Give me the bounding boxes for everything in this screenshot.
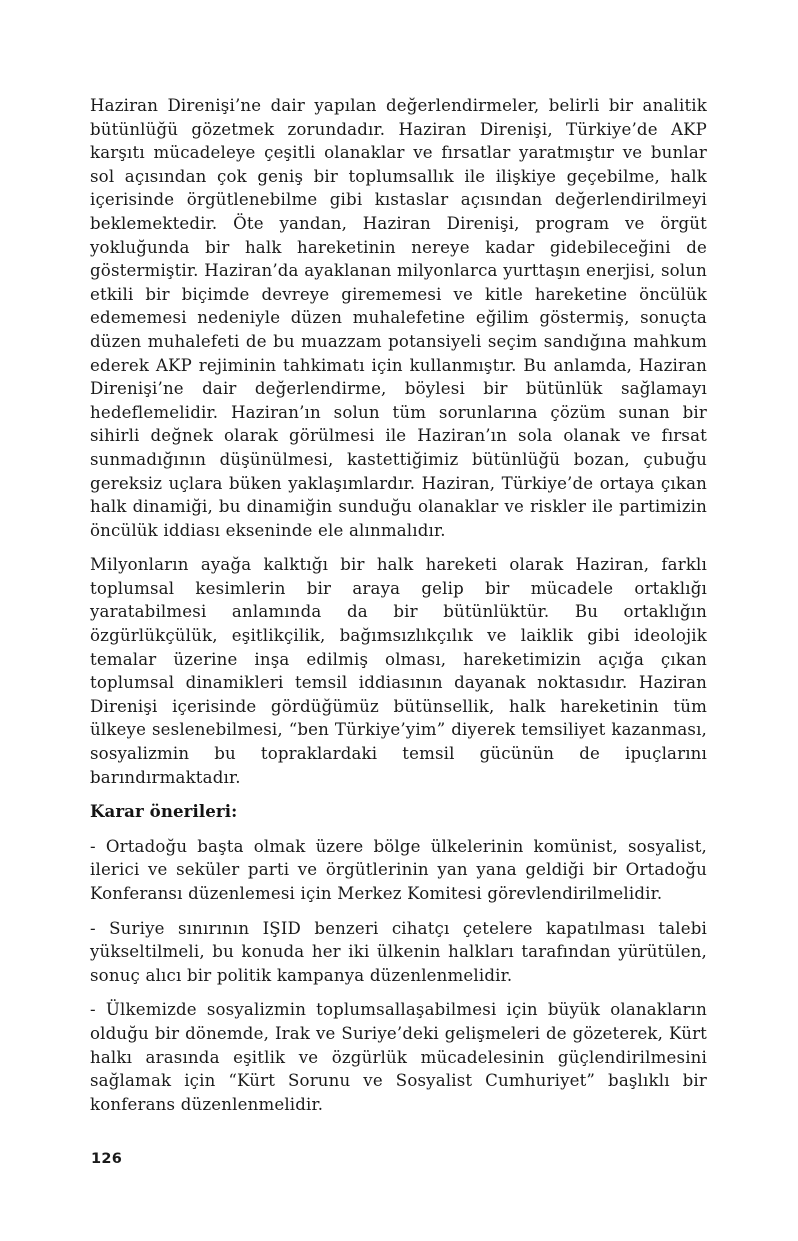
body-paragraph-2: Milyonların ayağa kalktığı bir halk hareketi olarak Haziran, farklı toplumsal kesimlerin bir araya gelip bir mücadele ortaklığı yaratabilmesi anlamında da bir bütünlüktür. Bu ortaklığın özgürlükçülük, eşitlikçilik, bağımsızlıkçılık ve laiklik gibi ideolojik temalar üzerine inşa edilmiş olması, hareketimizin açığa çıkan toplumsal dinamikleri temsil iddiasının dayanak noktasıdır. Haziran Direnişi içerisinde gördüğümüz bütünsellik, halk hareketinin tüm ülkeye seslenebilmesi, “ben Türkiye’yim” diyerek temsiliyet kazanması, sosyalizmin bu topraklardaki temsil gücünün de ipuçlarını barındırmaktadır. <box>90 555 707 787</box>
resolution-item-3: - Ülkemizde sosyalizmin toplumsallaşabilmesi için büyük olanakların olduğu bir dönemde, Irak ve Suriye’deki gelişmeleri de gözeterek, Kürt halkı arasında eşitlik ve özgürlük mücadelesinin güçlendirilmesini sağlamak için “Kürt Sorunu ve Sosyalist Cumhuriyet” başlıklı bir konferans düzenlenmelidir. <box>90 1000 707 1114</box>
page-content-column <box>90 94 707 1116</box>
body-paragraph-1: Haziran Direnişi’ne dair yapılan değerlendirmeler, belirli bir analitik bütünlüğü gözetmek zorundadır. Haziran Direnişi, Türkiye’de AKP karşıtı mücadeleye çeşitli olanaklar ve fırsatlar yaratmıştır ve bunlar sol açısından çok geniş bir toplumsallık ile ilişkiye geçebilme, halk içerisinde örgütlenebilme gibi kıstaslar açısından değerlendirilmeyi beklemektedir. Öte yandan, Haziran Direnişi, program ve örgüt yokluğunda bir halk hareketinin nereye kadar gidebileceğini de göstermiştir. Haziran’da ayaklanan milyonlarca yurttaşın enerjisi, solun etkili bir biçimde devreye girememesi ve kitle hareketine öncülük edememesi nedeniyle düzen muhalefetine eğilim göstermiş, sonuçta düzen muhalefeti de bu muazzam potansiyeli seçim sandığına mahkum ederek AKP rejiminin tahkimatı için kullanmıştır. Bu anlamda, Haziran Direnişi’ne dair değerlendirme, böylesi bir bütünlük sağlamayı hedeflemelidir. Haziran’ın solun tüm sorunlarına çözüm sunan bir sihirli değnek olarak görülmesi ile Haziran’ın sola olanak ve fırsat sunmadığının düşünülmesi, kastettiğimiz bütünlüğü bozan, çubuğu gereksiz uçlara büken yaklaşımlardır. Haziran, Türkiye’de ortaya çıkan halk dinamiği, bu dinamiğin sunduğu olanaklar ve riskler ile partimizin öncülük iddiası ekseninde ele alınmalıdır. <box>90 96 707 540</box>
section-heading-karar-onerileri: Karar önerileri: <box>90 801 238 822</box>
resolution-item-2: - Suriye sınırının IŞID benzeri cihatçı çetelere kapatılması talebi yükseltilmeli, bu konuda her iki ülkenin halkları tarafından yürütülen, sonuç alıcı bir politik kampanya düzenlenmelidir. <box>90 918 707 985</box>
page-number: 126 <box>91 1151 123 1167</box>
resolution-item-1: - Ortadoğu başta olmak üzere bölge ülkelerinin komünist, sosyalist, ilerici ve seküler parti ve örgütlerinin yan yana geldiği bir Ortadoğu Konferansı düzenlemesi için Merkez Komitesi görevlendirilmelidir. <box>90 836 707 903</box>
